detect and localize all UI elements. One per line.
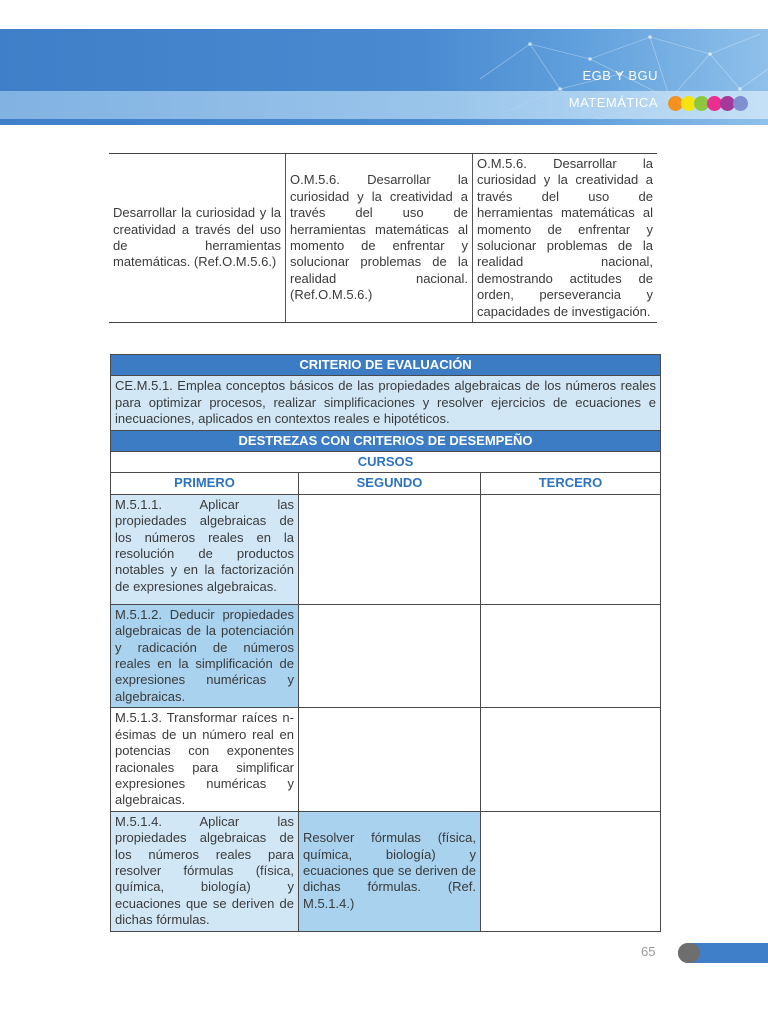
skill-segundo — [299, 708, 481, 811]
color-dots — [668, 96, 746, 111]
table-row — [109, 154, 657, 323]
level-label: EGB Y BGU — [582, 68, 658, 83]
skill-primero: M.5.1.4. Aplicar las propiedades algebraicas de los números reales para resolver fórmulas (física, química, biología) y ecuaciones que se deriven de dichas fórmulas. — [111, 811, 299, 931]
table-row — [111, 376, 661, 430]
table-row — [111, 452, 661, 473]
column-header-segundo: SEGUNDO — [299, 473, 481, 494]
skill-tercero — [481, 494, 661, 604]
table-row — [111, 430, 661, 451]
skill-segundo: Resolver fórmulas (física, química, biología) y ecuaciones que se deriven de dichas fórmulas. (Ref. M.5.1.4.) — [299, 811, 481, 931]
page-tab — [678, 943, 768, 963]
skill-tercero — [481, 811, 661, 931]
skill-primero: M.5.1.2. Deducir propiedades algebraicas de la potenciación y radicación de números reales en la simplificación de expresiones numéricas y algebraicas. — [111, 604, 299, 707]
table-row — [111, 811, 661, 931]
table-row — [111, 355, 661, 376]
skill-segundo — [299, 494, 481, 604]
table-row — [111, 494, 661, 604]
page-tab-knob — [678, 943, 700, 963]
table-row — [111, 708, 661, 811]
objective-tercero: O.M.5.6. Desarrollar la curiosidad y la creatividad a través del uso de herramientas matemáticas al momento de enfrentar y solucionar problemas de la realidad nacional, demostrando actitudes de orden, perseverancia y capacidades de investigación. — [473, 154, 658, 323]
skills-title: DESTREZAS CON CRITERIOS DE DESEMPEÑO — [111, 430, 661, 451]
lavender-dot-icon — [733, 96, 748, 111]
objective-primero: Desarrollar la curiosidad y la creatividad a través del uso de herramientas matemáticas. (Ref.O.M.5.6.) — [109, 154, 286, 323]
objective-segundo: O.M.5.6. Desarrollar la curiosidad y la creatividad a través del uso de herramientas matemáticas al momento de enfrentar y solucionar problemas de la realidad nacional. (Ref.O.M.5.6.) — [286, 154, 473, 323]
column-header-tercero: TERCERO — [481, 473, 661, 494]
criteria-table — [110, 354, 661, 932]
criteria-title: CRITERIO DE EVALUACIÓN — [111, 355, 661, 376]
objectives-table — [109, 153, 657, 323]
skill-segundo — [299, 604, 481, 707]
skill-tercero — [481, 708, 661, 811]
subject-label: MATEMÁTICA — [568, 95, 658, 110]
table-row — [111, 604, 661, 707]
column-header-primero: PRIMERO — [111, 473, 299, 494]
courses-label: CURSOS — [111, 452, 661, 473]
criteria-text: CE.M.5.1. Emplea conceptos básicos de las propiedades algebraicas de los números reales para optimizar procesos, realizar simplificaciones y resolver ejercicios de ecuaciones e inecuaciones, aplicados en contextos reales e hipotéticos. — [111, 376, 661, 430]
skill-primero: M.5.1.3. Transformar raíces n-ésimas de un número real en potencias con exponentes racionales para simplificar expresiones numéricas y algebraicas. — [111, 708, 299, 811]
page-number: 65 — [641, 944, 656, 959]
table-row — [111, 473, 661, 494]
skill-primero: M.5.1.1. Aplicar las propiedades algebraicas de los números reales en la resolución de productos notables y en la factorización de expresiones algebraicas. — [111, 494, 299, 604]
skill-tercero — [481, 604, 661, 707]
